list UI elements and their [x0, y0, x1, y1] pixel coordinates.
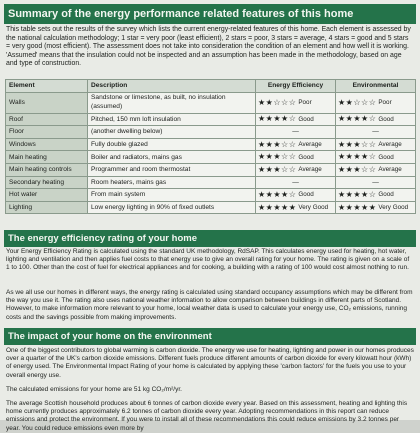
env-rating-cell [336, 113, 416, 126]
features-table-row [6, 113, 416, 126]
element-name-cell: Walls [6, 92, 88, 113]
energy-rating-word: Good [298, 153, 314, 161]
energy-rating-cell [256, 92, 336, 113]
element-description-cell: Programmer and room thermostat [88, 163, 256, 176]
energy-rating-word: Average [298, 166, 322, 174]
features-table-row [6, 189, 416, 202]
element-column-header: Element [6, 80, 88, 93]
star-rating-icon: ★★★☆☆ [258, 139, 297, 149]
star-rating-icon: ★★★★★ [258, 202, 297, 212]
features-table-row [6, 201, 416, 214]
element-name-cell: Roof [6, 113, 88, 126]
features-table-row [6, 92, 416, 113]
impact-section-header: The impact of your home on the environment [4, 328, 416, 345]
features-section-header: Summary of the energy performance related features of this home [4, 4, 416, 24]
rating-section-header: The energy efficiency rating of your home [4, 230, 416, 247]
element-description-cell: From main system [88, 189, 256, 202]
energy-rating-cell [256, 113, 336, 126]
energy-rating-word: Good [298, 191, 314, 199]
element-description-cell: Room heaters, mains gas [88, 176, 256, 189]
energy-rating-cell [256, 138, 336, 151]
star-rating-icon: ★★★☆☆ [258, 152, 297, 162]
energy-rating-word: Very Good [298, 204, 329, 212]
element-name-cell: Secondary heating [6, 176, 88, 189]
features-table-row [6, 138, 416, 151]
element-description-cell: Boiler and radiators, mains gas [88, 151, 256, 164]
star-rating-icon: ★★★★★ [338, 202, 377, 212]
energy-rating-cell [256, 189, 336, 202]
star-rating-icon: ★★★★☆ [338, 114, 377, 124]
element-description-cell: Fully double glazed [88, 138, 256, 151]
element-name-cell: Main heating controls [6, 163, 88, 176]
energy-rating-word: Average [298, 141, 322, 149]
star-rating-icon: ★★★☆☆ [338, 139, 377, 149]
rating-paragraph-2: As we all use our homes in different ways, the energy rating is calculated using standard occupancy assumptions which may be different from the way you use it. The rating also uses national weather information to allow comparison between buildings in different parts of Scotland. However, to make information more relevant to your home, local weather data is used to calculate your energy use, CO₂ emissions, running costs and the savings possible from making improvements. [6, 289, 413, 321]
features-table-row [6, 126, 416, 139]
environmental-column-header: Environmental [336, 80, 416, 93]
features-table [5, 79, 416, 214]
element-name-cell: Hot water [6, 189, 88, 202]
star-rating-icon: ★★☆☆☆ [258, 97, 297, 107]
star-rating-icon: ★★★★☆ [258, 189, 297, 199]
impact-paragraph-3: The average Scottish household produces about 6 tonnes of carbon dioxide every year. Based on this assessment, heating and lighting this home currently produces approximately 6.2 tonnes of carbon dioxide every year. Adopting recommendations in this report can reduce emissions and protect the environment. If you were to install all of these recommendations this could reduce emissions by 3.2 tonnes per year. You could reduce emissions even more by [6, 400, 408, 432]
features-table-row [6, 176, 416, 189]
features-table-header-row [6, 80, 416, 93]
star-rating-icon: ★★★★☆ [338, 152, 377, 162]
star-rating-icon: ★★★★☆ [338, 189, 377, 199]
env-rating-cell [336, 201, 416, 214]
element-description-cell: Low energy lighting in 90% of fixed outlets [88, 201, 256, 214]
env-rating-word: Poor [378, 99, 392, 107]
star-rating-icon: ★★★☆☆ [258, 164, 297, 174]
env-rating-word: Average [378, 166, 402, 174]
env-rating-word: Average [378, 141, 402, 149]
element-description-line: Sandstone or limestone, as built, no insulation [91, 94, 226, 102]
element-name-cell: Floor [6, 126, 88, 139]
env-rating-cell [336, 138, 416, 151]
features-table-row [6, 163, 416, 176]
energy-rating-cell [256, 163, 336, 176]
element-name-cell: Main heating [6, 151, 88, 164]
rating-paragraph-1: Your Energy Efficiency Rating is calculated using the standard UK methodology, RdSAP. This calculates energy used for heating, hot water, lighting and ventilation and then applies fuel costs to that energy use to give an overall rating for your home. The rating is given on a scale of 1 to 100. Other than the cost of fuel for electrical appliances and for cooking, a building with a rating of 100 would cost almost nothing to run. [6, 248, 410, 272]
impact-paragraph-1: One of the biggest contributors to global warming is carbon dioxide. The energy we use for heating, lighting and power in our homes produces over a quarter of the UK's carbon dioxide emissions. Different fuels produce different amounts of carbon dioxide for every kilowatt hour (kWh) of energy used. The Environmental Impact Rating of your home is calculated by applying these 'carbon factors' for the fuels you use to your overall energy use. [6, 347, 414, 379]
env-rating-cell: — [336, 126, 416, 139]
element-description-note: (assumed) [91, 102, 123, 110]
description-column-header: Description [88, 80, 256, 93]
env-rating-cell [336, 163, 416, 176]
env-rating-word: Good [378, 115, 394, 123]
element-description-cell [88, 92, 256, 113]
star-rating-icon: ★★☆☆☆ [338, 97, 377, 107]
energy-rating-cell: — [256, 126, 336, 139]
env-rating-cell: — [336, 176, 416, 189]
element-name-cell: Lighting [6, 201, 88, 214]
env-rating-cell [336, 92, 416, 113]
env-rating-word: Good [378, 153, 394, 161]
env-rating-word: Very Good [378, 204, 409, 212]
energy-rating-cell [256, 201, 336, 214]
energy-rating-word: Poor [298, 99, 312, 107]
features-intro-text: This table sets out the results of the survey which lists the current energy-related features of this home. Each element is assessed by the national calculation methodology; 1 star = very poor (least efficient), 2 stars = poor, 3 stars = average, 4 stars = good and 5 stars = very good (most efficient). The assessment does not take into consideration the condition of an element and how well it is working. 'Assumed' means that the insulation could not be inspected and an assumption has been made in the methodology, based on age and type of construction. [6, 26, 411, 68]
env-rating-cell [336, 151, 416, 164]
star-rating-icon: ★★★★☆ [258, 114, 297, 124]
star-rating-icon: ★★★☆☆ [338, 164, 377, 174]
impact-emissions-statement: The calculated emissions for your home are 51 kg CO₂/m²/yr. [6, 386, 182, 393]
energy-efficiency-column-header: Energy Efficiency [256, 80, 336, 93]
energy-rating-cell: — [256, 176, 336, 189]
features-table-row [6, 151, 416, 164]
env-rating-cell [336, 189, 416, 202]
element-description-cell: Pitched, 150 mm loft insulation [88, 113, 256, 126]
energy-rating-word: Good [298, 115, 314, 123]
env-rating-word: Good [378, 191, 394, 199]
element-description-cell: (another dwelling below) [88, 126, 256, 139]
energy-rating-cell [256, 151, 336, 164]
element-name-cell: Windows [6, 138, 88, 151]
